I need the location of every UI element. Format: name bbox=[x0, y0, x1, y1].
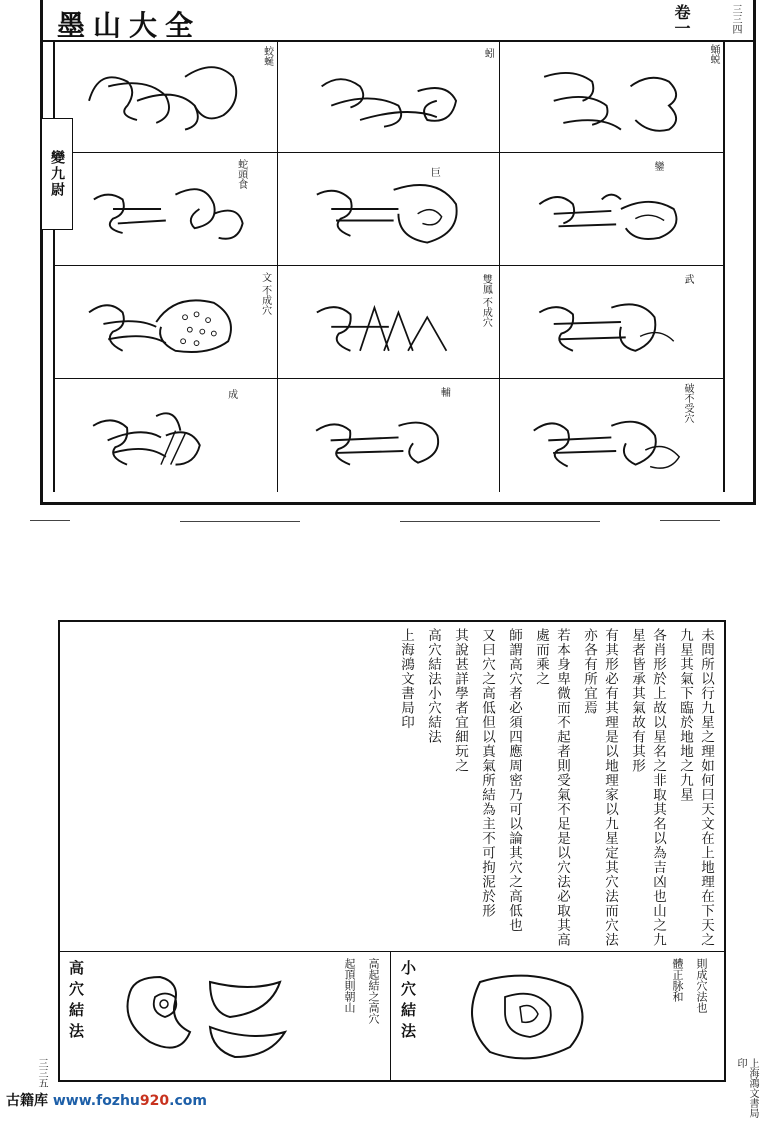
diagram-row bbox=[60, 951, 724, 1080]
figure-drawing bbox=[508, 161, 715, 257]
figure-cell bbox=[278, 153, 501, 266]
diagram-small-title: 小穴結法 bbox=[399, 960, 417, 1044]
figure-drawing bbox=[508, 274, 715, 370]
divider bbox=[660, 520, 720, 521]
figure-label: 武 bbox=[682, 274, 693, 284]
diagram-high-note: 高起結之高穴 bbox=[367, 958, 380, 1024]
figure-drawing bbox=[286, 161, 492, 257]
watermark-url-end: .com bbox=[169, 1093, 207, 1109]
body-text bbox=[66, 628, 716, 948]
text-column: 未問所以行九星之理如何曰天文在上地理在下天之九星其氣下臨於地地之九星 bbox=[677, 628, 714, 947]
diagram-small-drawing bbox=[450, 962, 610, 1070]
footer-publisher: 上海鴻文書局印 bbox=[735, 1058, 758, 1118]
figure-cell bbox=[278, 379, 501, 492]
text-column: 又曰穴之高低但以真氣所結為主不可拘泥於形 bbox=[479, 628, 495, 918]
text-column: 若本身卑微而不起者則受氣不足是以穴法必取其高處而乘之 bbox=[533, 628, 570, 947]
header-title: 墨山大全 bbox=[57, 9, 202, 42]
text-column: 其說甚詳學者宜細玩之 bbox=[452, 628, 468, 773]
figure-cell bbox=[55, 379, 278, 492]
figure-label: 蛹蜕 bbox=[708, 44, 719, 64]
watermark-url-number: 920 bbox=[139, 1093, 170, 1109]
figure-drawing bbox=[63, 48, 269, 144]
text-column: 高穴結法小穴結法 bbox=[425, 628, 441, 744]
top-header bbox=[43, 0, 753, 42]
figure-label: 成 bbox=[225, 389, 237, 399]
figure-label: 蛇頭食 bbox=[235, 159, 247, 189]
bottom-page bbox=[58, 620, 726, 1082]
figure-drawing bbox=[63, 387, 269, 484]
footer-page-number: 三三五 bbox=[36, 1058, 47, 1088]
figure-cell bbox=[55, 40, 278, 153]
figure-drawing bbox=[286, 48, 492, 144]
figure-label: 鑾 bbox=[652, 161, 663, 171]
figure-label: 輔 bbox=[438, 387, 450, 397]
watermark-site: 古籍库 bbox=[6, 1093, 48, 1109]
figure-label: 雙鳳 不成穴 bbox=[480, 274, 492, 328]
figure-cell bbox=[278, 40, 501, 153]
figure-label: 蚓 bbox=[482, 48, 494, 58]
text-column: 各肖形於上故以星名之非取其名以為吉凶也山之九星者皆承其氣故有其形 bbox=[629, 628, 666, 947]
divider bbox=[400, 521, 600, 522]
watermark-url: www.fozhu bbox=[52, 1093, 140, 1109]
figure-drawing bbox=[508, 48, 715, 144]
figure-cell bbox=[500, 40, 723, 153]
side-label: 變九尉 bbox=[41, 118, 73, 230]
figure-cell bbox=[500, 266, 723, 379]
top-page bbox=[40, 0, 756, 505]
diagram-high-note: 起頂則朝山 bbox=[343, 958, 356, 1013]
diagram-high bbox=[60, 952, 391, 1080]
text-column: 有其形必有其理是以地理家以九星定其穴法而穴法亦各有所宜焉 bbox=[581, 628, 618, 947]
header-page-number: 三三四 bbox=[730, 4, 741, 34]
divider bbox=[180, 521, 300, 522]
figure-cell bbox=[500, 379, 723, 492]
header-side: 卷一 bbox=[672, 4, 691, 36]
figure-cell bbox=[55, 266, 278, 379]
text-column: 上海鴻文書局印 bbox=[398, 628, 414, 730]
text-column: 師謂高穴者必須四應周密乃可以論其穴之高低也 bbox=[506, 628, 522, 933]
figure-label: 巨 bbox=[428, 167, 440, 177]
diagram-small bbox=[390, 952, 724, 1080]
figure-label: 蛟蜒 bbox=[261, 46, 273, 66]
figure-drawing bbox=[286, 387, 492, 484]
figure-cell bbox=[500, 153, 723, 266]
figure-cell bbox=[55, 153, 278, 266]
figure-cell bbox=[278, 266, 501, 379]
watermark bbox=[6, 1090, 207, 1110]
diagram-high-title: 高穴結法 bbox=[67, 960, 85, 1044]
diagram-high-drawing bbox=[100, 962, 300, 1067]
diagram-small-note: 則成穴法也 bbox=[695, 958, 708, 1013]
figure-label: 破不受穴 bbox=[682, 383, 693, 423]
figure-drawing bbox=[63, 274, 269, 370]
diagram-small-note: 體正脉和 bbox=[671, 958, 684, 1002]
star-figure-grid bbox=[53, 40, 725, 492]
figure-label: 文 不成穴 bbox=[259, 272, 271, 316]
figure-drawing bbox=[286, 274, 492, 370]
divider bbox=[30, 520, 70, 521]
